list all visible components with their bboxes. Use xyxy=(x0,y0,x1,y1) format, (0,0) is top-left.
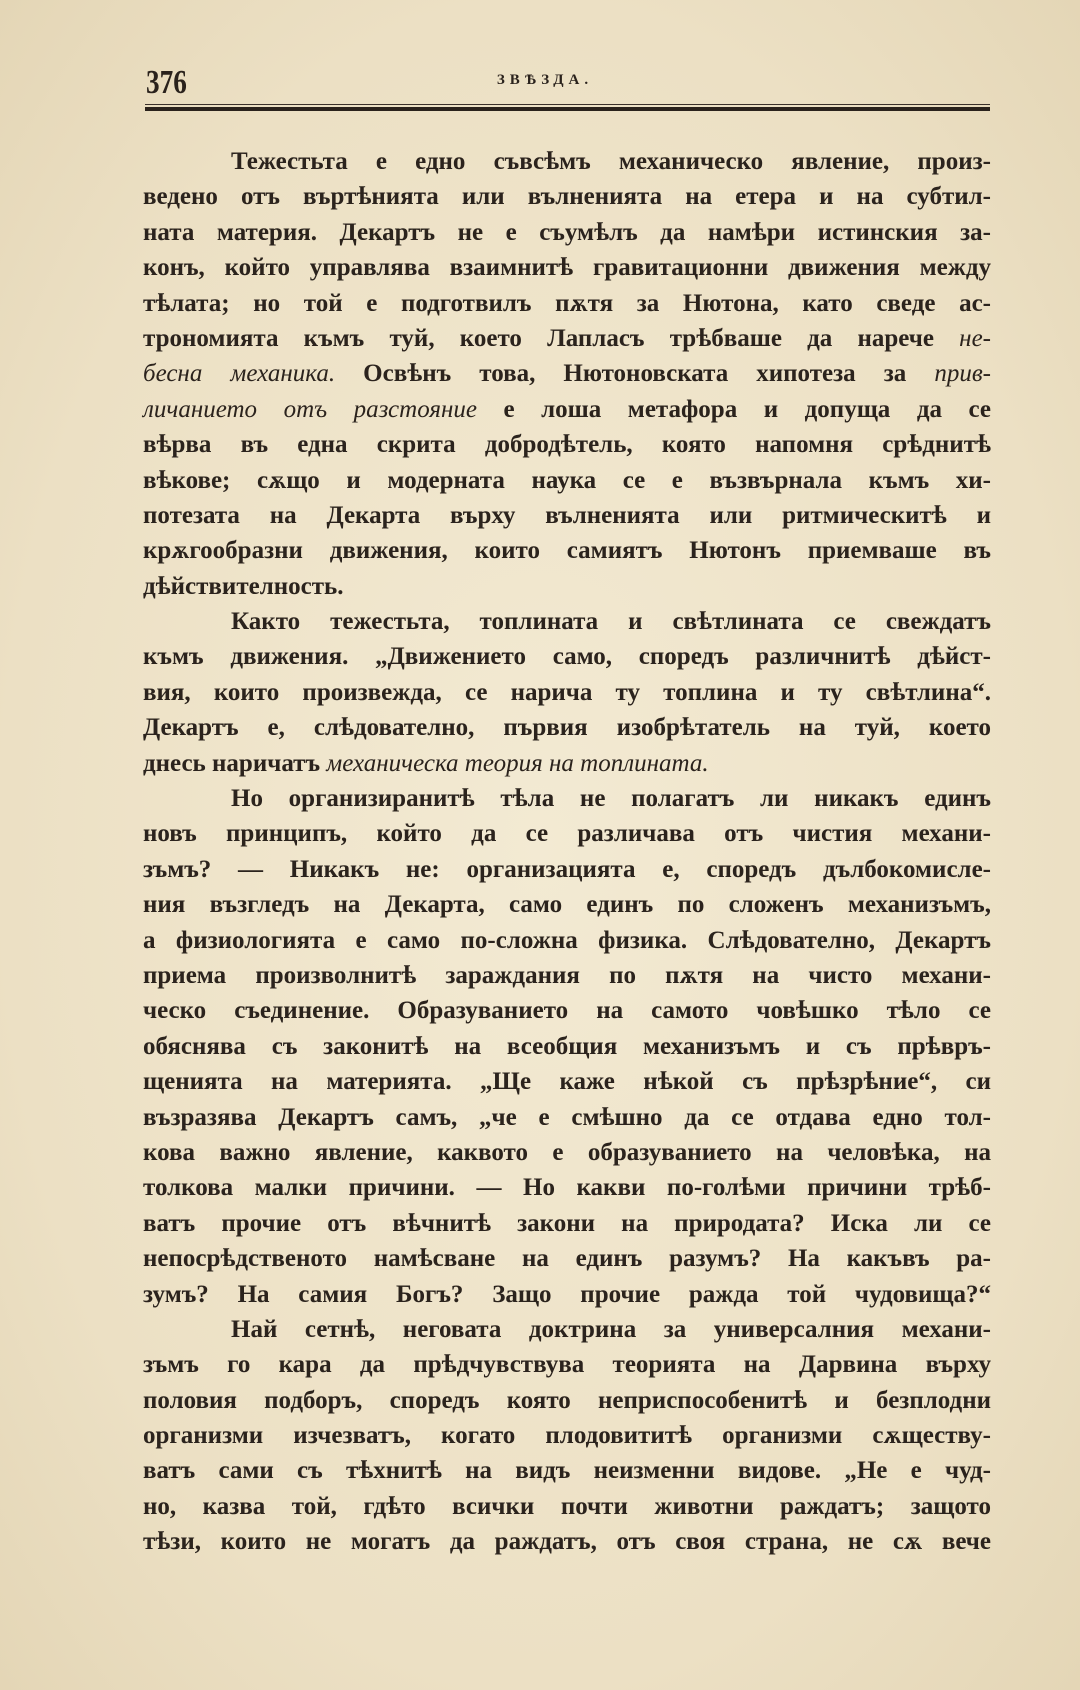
text-line xyxy=(143,746,991,781)
text-line xyxy=(143,427,991,462)
text-segment: днесь наричатъ xyxy=(143,749,327,777)
text-line xyxy=(143,1029,991,1064)
text-line xyxy=(143,321,991,356)
text-line xyxy=(143,1383,991,1418)
text-segment: потезата на Декарта върху вълненията или ритмическитѣ и xyxy=(143,501,991,529)
text-segment: ведено отъ въртѣнията или вълненията на етера и на субтил- xyxy=(143,183,991,211)
text-segment: организми изчезватъ, когато плодовититѣ организми сѫществу- xyxy=(143,1422,991,1450)
text-segment: зумъ? На самия Богъ? Защо прочие ражда той чудовища?“ xyxy=(143,1280,991,1308)
text-line xyxy=(143,463,991,498)
text-segment: ния възгледъ на Декарта, само единъ по сложенъ механизъмъ, xyxy=(143,891,991,919)
text-line xyxy=(143,533,991,568)
text-segment: Тежестьта е едно съвсѣмъ механическо явление, произ- xyxy=(231,148,991,175)
text-segment: но, казва той, гдѣто всички почти животни раждатъ; защото xyxy=(143,1492,991,1520)
text-segment: ческо съединение. Образуванието на самото човѣшко тѣло се xyxy=(143,997,991,1025)
text-segment: щенията на материята. „Ще каже нѣкой съ прѣзрѣние“, си xyxy=(143,1068,991,1096)
italic-text: бесна механика. xyxy=(143,360,336,388)
text-line xyxy=(143,852,991,887)
text-segment: дѣйствителность. xyxy=(143,572,344,600)
text-line xyxy=(143,1418,991,1453)
italic-text: механическа теория на топлината. xyxy=(326,749,709,777)
header-rule-thin xyxy=(145,104,990,105)
text-line xyxy=(143,250,991,285)
text-line xyxy=(143,816,991,851)
text-line xyxy=(143,1170,991,1205)
text-segment: конъ, който управлява взаимнитѣ гравитационни движения между xyxy=(143,254,991,282)
text-segment: кова важно явление, каквото е образуванието на человѣка, на xyxy=(143,1138,991,1166)
text-line xyxy=(143,144,991,179)
text-line xyxy=(143,993,991,1028)
text-segment: обяснява съ законитѣ на всеобщия механизъмъ и съ прѣвръ- xyxy=(143,1032,991,1060)
text-segment: приема произволнитѣ зараждания по пѫтя на чисто механи- xyxy=(143,961,991,989)
text-line xyxy=(143,604,991,639)
text-line xyxy=(143,1241,991,1276)
running-title: ЗВѢЗДА. xyxy=(496,72,594,88)
text-line xyxy=(143,392,991,427)
text-segment: непосрѣдственото намѣсване на единъ разумъ? На какъвъ ра- xyxy=(143,1245,991,1273)
text-segment: вѣрва въ една скрита добродѣтель, която напомня срѣднитѣ xyxy=(143,431,991,459)
text-segment: Най сетнѣ, неговата доктрина за универсалния механи- xyxy=(231,1315,991,1343)
text-line xyxy=(143,710,991,745)
text-line xyxy=(143,1206,991,1241)
text-segment: зъмъ? — Никакъ не: организацията е, споредъ дълбокомисле- xyxy=(143,855,991,883)
text-line xyxy=(143,1064,991,1099)
text-segment: ватъ сами съ тѣхнитѣ на видъ неизменни видове. „Не е чуд- xyxy=(143,1457,991,1485)
text-segment: тѣлата; но той е подготвилъ пѫтя за Нютона, като сведе ас- xyxy=(143,289,991,317)
text-line xyxy=(143,1453,991,1488)
text-segment: Както тежестьта, топлината и свѣтлината се свеждатъ xyxy=(231,608,991,636)
italic-text: прив- xyxy=(934,360,991,388)
text-line xyxy=(143,1489,991,1524)
text-line xyxy=(143,215,991,250)
text-line xyxy=(143,286,991,321)
text-line xyxy=(143,923,991,958)
text-line xyxy=(143,781,991,816)
text-line xyxy=(143,1312,991,1347)
text-line xyxy=(143,569,991,604)
italic-text: личанието отъ разстояние xyxy=(143,395,477,423)
text-segment: трономията къмъ туй, което Лапласъ трѣбваше да нарече xyxy=(143,324,960,352)
text-line xyxy=(143,498,991,533)
text-segment: е лоша метафора и допуща да се xyxy=(477,395,991,423)
text-segment: а физиологията е само по-сложна физика. Слѣдователно, Декартъ xyxy=(143,926,991,954)
text-line xyxy=(143,1277,991,1312)
text-segment: крѫгообразни движения, които самиятъ Нютонъ приемваше въ xyxy=(143,537,991,565)
text-line xyxy=(143,1524,991,1559)
text-line xyxy=(143,675,991,710)
text-segment: ватъ прочие отъ вѣчнитѣ закони на природата? Иска ли се xyxy=(143,1209,991,1237)
text-segment: зъмъ го кара да прѣдчувствува теорията на Дарвина върху xyxy=(143,1351,991,1379)
text-segment: Но организиранитѣ тѣла не полагатъ ли никакъ единъ xyxy=(231,785,991,813)
page-number: 376 xyxy=(146,64,187,101)
text-line xyxy=(143,1135,991,1170)
text-line xyxy=(143,958,991,993)
text-segment: къмъ движения. „Движението само, споредъ различнитѣ дѣйст- xyxy=(143,643,991,671)
text-line xyxy=(143,179,991,214)
text-segment: вѣкове; сѫщо и модерната наука се е възвърнала къмъ хи- xyxy=(143,466,991,494)
header-rule-thick xyxy=(145,107,990,111)
text-line xyxy=(143,1347,991,1382)
text-segment: половия подборъ, споредъ която неприспособенитѣ и безплодни xyxy=(143,1386,991,1414)
italic-text: не- xyxy=(959,324,991,352)
text-line xyxy=(143,1100,991,1135)
body-text xyxy=(143,144,991,1560)
text-segment: Освѣнъ това, Нютоновската хипотеза за xyxy=(335,360,935,388)
text-line xyxy=(143,887,991,922)
text-segment: тѣзи, които не могатъ да раждатъ, отъ своя страна, не сѫ вече xyxy=(143,1528,991,1556)
text-segment: възразява Декартъ самъ, „че е смѣшно да се отдава едно тол- xyxy=(143,1103,991,1131)
text-segment: Декартъ е, слѣдователно, първия изобрѣтатель на туй, което xyxy=(143,714,991,742)
text-segment: ната материя. Декартъ не е съумѣлъ да намѣри истинския за- xyxy=(143,218,991,246)
text-line xyxy=(143,356,991,391)
text-line xyxy=(143,639,991,674)
text-segment: новъ принципъ, който да се различава отъ чистия механи- xyxy=(143,820,991,848)
text-segment: толкова малки причини. — Но какви по-голѣми причини трѣб- xyxy=(143,1174,991,1202)
text-segment: вия, които произвежда, се нарича ту топлина и ту свѣтлина“. xyxy=(143,678,991,706)
